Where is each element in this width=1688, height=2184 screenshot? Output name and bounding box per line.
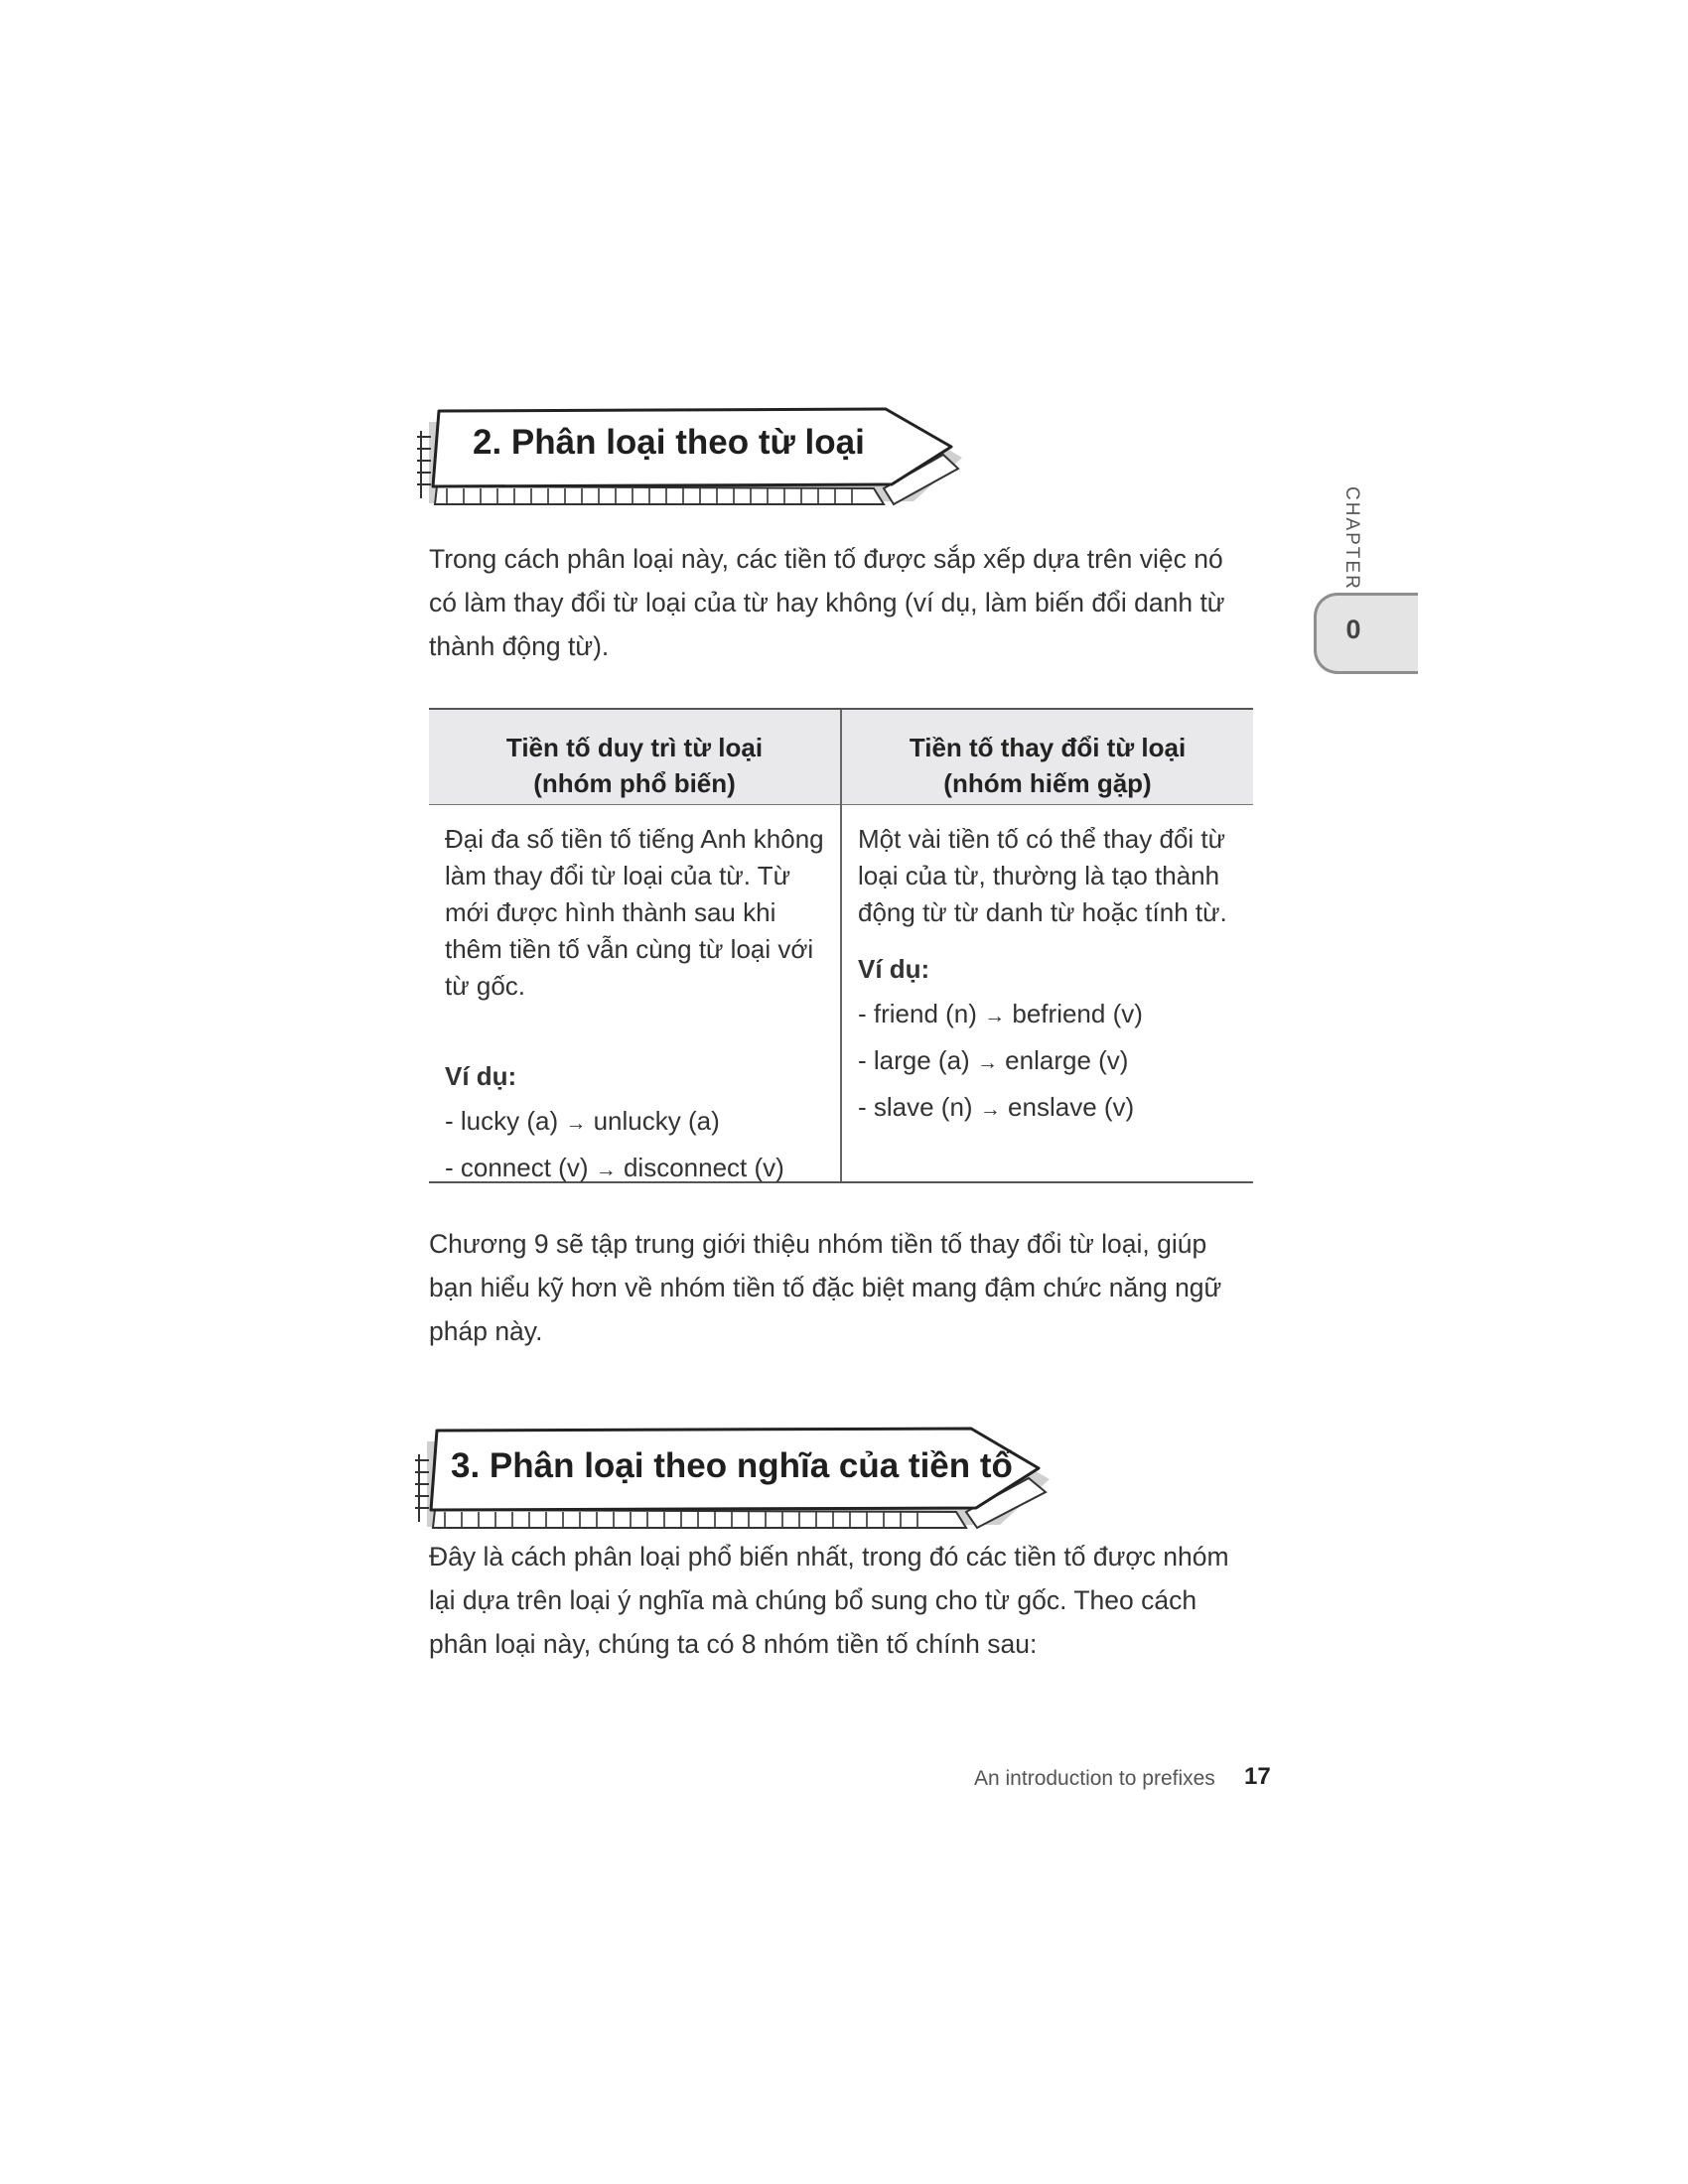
header-change-line2: (nhóm hiếm gặp) (943, 768, 1152, 798)
chapter-number: 0 (1345, 614, 1361, 644)
section-2-outro: Chương 9 sẽ tập trung giới thiệu nhóm tiền tố thay đổi từ loại, giúp bạn hiểu kỹ hơn về nhóm tiền tố đặc biệt mang đậm chức năng ngữ pháp này. (429, 1229, 1222, 1346)
example-to: unlucky (a) (593, 1106, 720, 1136)
section-2-heading-banner (417, 407, 973, 511)
section-3-intro: Đây là cách phân loại phổ biến nhất, trong đó các tiền tố được nhóm lại dựa trên loại ý nghĩa mà chúng bổ sung cho từ gốc. Theo cách phân loại này, chúng ta có 8 nhóm tiền tố chính sau: (429, 1542, 1229, 1659)
header-maintain-line2: (nhóm phổ biến) (533, 768, 736, 798)
example-item (858, 1085, 1240, 1132)
example-from: - friend (n) (858, 999, 977, 1028)
page-number: 17 (1244, 1763, 1271, 1790)
example-to: disconnect (v) (623, 1153, 784, 1182)
header-maintain-line1: Tiền tố duy trì từ loại (505, 733, 764, 762)
running-footer-title: An introduction to prefixes (974, 1767, 1215, 1790)
example-to: enslave (v) (1008, 1092, 1135, 1122)
example-item (445, 1146, 827, 1192)
table-header-change (842, 730, 1253, 801)
example-item (858, 1038, 1240, 1085)
header-change-line1: Tiền tố thay đổi từ loại (909, 733, 1187, 762)
section-2-intro: Trong cách phân loại này, các tiền tố được sắp xếp dựa trên việc nó có làm thay đổi từ loại của từ hay không (ví dụ, làm biến đổi danh từ thành động từ). (429, 544, 1225, 661)
section-3-title: 3. Phân loại theo nghĩa của tiền tố (451, 1446, 1013, 1485)
chapter-tab (1314, 593, 1418, 674)
example-item (858, 992, 1240, 1038)
maintain-description: Đại đa số tiền tố tiếng Anh không làm thay đổi từ loại của từ. Từ mới được hình thành sau khi thêm tiền tố vẫn cùng từ loại với từ gốc. (445, 824, 824, 1001)
table-cell-maintain (445, 821, 827, 1192)
section-2-title: 2. Phân loại theo từ loại (473, 423, 865, 462)
example-to: enlarge (v) (1005, 1045, 1129, 1075)
word-class-table (429, 708, 1253, 1183)
change-example-label: Ví dụ: (858, 954, 930, 984)
example-item (445, 1099, 827, 1146)
table-cell-change (858, 821, 1240, 1132)
example-to: befriend (v) (1012, 999, 1143, 1028)
example-from: - slave (n) (858, 1092, 973, 1122)
arrow-right-icon: → (595, 1159, 617, 1181)
example-from: - large (a) (858, 1045, 970, 1075)
chapter-label: CHAPTER (1341, 486, 1362, 591)
arrow-right-icon: → (976, 1051, 998, 1074)
maintain-example-label: Ví dụ: (445, 1061, 517, 1091)
arrow-right-icon: → (984, 1005, 1006, 1027)
arrow-right-icon: → (979, 1098, 1001, 1121)
example-from: - connect (v) (445, 1153, 589, 1182)
table-header-maintain (429, 730, 840, 801)
arrow-right-icon: → (565, 1112, 587, 1135)
section-3-heading-banner (415, 1427, 1060, 1536)
example-from: - lucky (a) (445, 1106, 559, 1136)
table-column-divider (840, 710, 842, 1181)
change-description: Một vài tiền tố có thể thay đổi từ loại của từ, thường là tạo thành động từ từ danh từ hoặc tính từ. (858, 824, 1227, 927)
